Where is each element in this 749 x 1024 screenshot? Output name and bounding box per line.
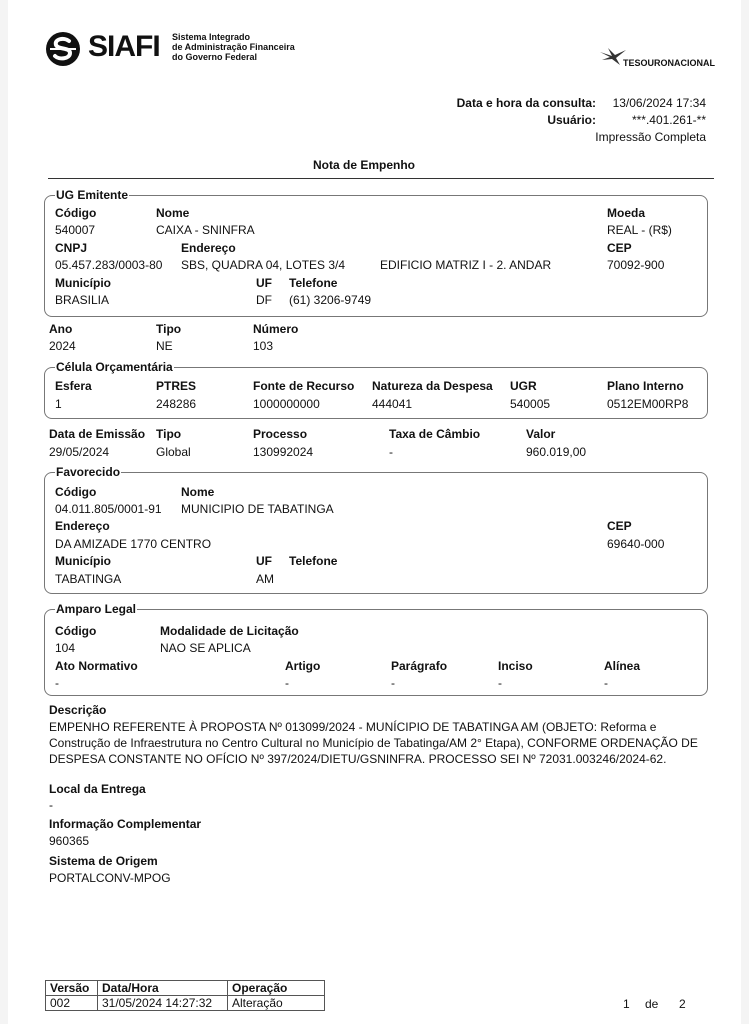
natureza-value: 444041 — [372, 397, 413, 411]
data-emissao-label: Data de Emissão — [49, 427, 146, 441]
ato-normativo-value: - — [55, 676, 59, 690]
tipo-value: NE — [156, 339, 173, 353]
amparo-codigo-label: Código — [55, 624, 97, 638]
ug-municipio-label: Município — [55, 276, 111, 290]
favorecido-box — [44, 472, 708, 594]
natureza-label: Natureza da Despesa — [372, 379, 493, 393]
usuario-value: ***.401.261-** — [631, 113, 706, 127]
ug-nome: CAIXA - SNINFRA — [156, 223, 255, 237]
fav-uf-label: UF — [256, 554, 272, 568]
amparo-legal-box — [44, 609, 708, 696]
ug-endereco-1: SBS, QUADRA 04, LOTES 3/4 — [181, 258, 346, 272]
taxa-cambio-value: - — [389, 445, 393, 459]
history-operacao: Alteração — [228, 996, 325, 1011]
title-rule — [48, 178, 714, 179]
inciso-value: - — [498, 676, 502, 690]
descricao-label: Descrição — [49, 703, 107, 717]
modalidade-value: NAO SE APLICA — [160, 641, 251, 655]
ano-value: 2024 — [49, 339, 76, 353]
emissao-tipo-value: Global — [156, 445, 191, 459]
fav-endereco-label: Endereço — [55, 519, 110, 533]
document-page — [8, 0, 741, 1024]
page-current: 1 — [623, 997, 630, 1011]
numero-value: 103 — [253, 339, 274, 353]
impressao-label: Impressão Completa — [595, 130, 706, 144]
fav-cep: 69640-000 — [607, 537, 665, 551]
history-header-operacao: Operação — [228, 981, 325, 996]
celula-orcamentaria-box — [44, 367, 708, 419]
amparo-legend: Amparo Legal — [56, 602, 137, 616]
ug-cnpj: 05.457.283/0003-80 — [55, 258, 163, 272]
local-entrega-label: Local da Entrega — [49, 782, 146, 796]
fav-codigo: 04.011.805/0001-91 — [55, 502, 162, 516]
info-complementar-label: Informação Complementar — [49, 817, 202, 831]
history-versao: 002 — [46, 996, 98, 1011]
plano-value: 0512EM00RP8 — [607, 397, 689, 411]
fav-endereco: DA AMIZADE 1770 CENTRO — [55, 537, 212, 551]
fav-codigo-label: Código — [55, 485, 97, 499]
consulta-label: Data e hora da consulta: — [456, 96, 596, 110]
paragrafo-value: - — [391, 676, 395, 690]
ug-codigo-label: Código — [55, 206, 97, 220]
ug-moeda: REAL - (R$) — [607, 223, 672, 237]
ano-label: Ano — [49, 322, 73, 336]
fonte-label: Fonte de Recurso — [253, 379, 355, 393]
ug-codigo: 540007 — [55, 223, 96, 237]
local-entrega-value: - — [49, 798, 53, 812]
data-emissao-value: 29/05/2024 — [49, 445, 110, 459]
consulta-value: 13/06/2024 17:34 — [612, 96, 706, 110]
siafi-logo-text: SIAFI — [88, 30, 160, 63]
fav-nome: MUNICIPIO DE TABATINGA — [181, 502, 334, 516]
celula-legend: Célula Orçamentária — [56, 360, 173, 374]
ug-emitente-legend: UG Emitente — [56, 188, 129, 202]
processo-value: 130992024 — [253, 445, 314, 459]
fav-municipio-label: Município — [55, 554, 111, 568]
ptres-label: PTRES — [156, 379, 197, 393]
favorecido-legend: Favorecido — [56, 465, 121, 479]
inciso-label: Inciso — [498, 659, 533, 673]
usuario-label: Usuário: — [547, 113, 596, 127]
tipo-label: Tipo — [156, 322, 182, 336]
ug-cep-label: CEP — [607, 241, 632, 255]
ug-endereco-label: Endereço — [181, 241, 236, 255]
processo-label: Processo — [253, 427, 308, 441]
siafi-subtitle: Sistema Integrado de Administração Financeira do Governo Federal — [172, 32, 295, 62]
ato-normativo-label: Ato Normativo — [55, 659, 138, 673]
siafi-logo-icon — [44, 30, 82, 68]
ug-uf: DF — [256, 293, 272, 307]
descricao-text: EMPENHO REFERENTE À PROPOSTA Nº 013099/2024 - MUNÍCIPIO DE TABATINGA AM (OBJETO: Reforma e Construção de Infraestrutura no Centro Cultural no Município de Tabatinga/AM 2° Etapa), CONFORME ORDENAÇÃO DE DESPESA CONSTANTE NO OFÍCIO Nº 397/2024/DIETU/GSNINFRA. PROCESSO SEI Nº 72031.003246/2024-62. — [49, 720, 698, 766]
amparo-codigo: 104 — [55, 641, 76, 655]
ug-municipio: BRASILIA — [55, 293, 110, 307]
ptres-value: 248286 — [156, 397, 197, 411]
sistema-origem-value: PORTALCONV-MPOG — [49, 871, 171, 885]
alinea-label: Alínea — [604, 659, 641, 673]
fav-cep-label: CEP — [607, 519, 632, 533]
tesouro-nacional-logo: TESOURONACIONAL — [623, 58, 716, 68]
numero-label: Número — [253, 322, 299, 336]
ug-cnpj-label: CNPJ — [55, 241, 88, 255]
modalidade-label: Modalidade de Licitação — [160, 624, 299, 638]
history-row — [46, 996, 325, 1011]
taxa-cambio-label: Taxa de Câmbio — [389, 427, 481, 441]
plano-label: Plano Interno — [607, 379, 684, 393]
emissao-tipo-label: Tipo — [156, 427, 182, 441]
fav-municipio: TABATINGA — [55, 572, 122, 586]
page-separator: de — [645, 997, 659, 1011]
ug-telefone-label: Telefone — [289, 276, 338, 290]
alinea-value: - — [604, 676, 608, 690]
ug-moeda-label: Moeda — [607, 206, 646, 220]
ugr-value: 540005 — [510, 397, 551, 411]
history-datahora: 31/05/2024 14:27:32 — [98, 996, 228, 1011]
history-header-datahora: Data/Hora — [98, 981, 228, 996]
page-total: 2 — [679, 997, 686, 1011]
sistema-origem-label: Sistema de Origem — [49, 854, 158, 868]
fav-uf: AM — [256, 572, 274, 586]
artigo-label: Artigo — [285, 659, 321, 673]
fonte-value: 1000000000 — [253, 397, 320, 411]
ug-telefone: (61) 3206-9749 — [289, 293, 372, 307]
document-title: Nota de Empenho — [313, 158, 416, 172]
ugr-label: UGR — [510, 379, 537, 393]
fav-telefone-label: Telefone — [289, 554, 338, 568]
valor-label: Valor — [526, 427, 556, 441]
info-complementar-value: 960365 — [49, 834, 90, 848]
ug-cep: 70092-900 — [607, 258, 665, 272]
history-header-row — [46, 981, 325, 996]
esfera-label: Esfera — [55, 379, 92, 393]
paragrafo-label: Parágrafo — [391, 659, 448, 673]
history-header-versao: Versão — [46, 981, 98, 996]
artigo-value: - — [285, 676, 289, 690]
ug-uf-label: UF — [256, 276, 272, 290]
history-table — [45, 980, 325, 1011]
valor-value: 960.019,00 — [526, 445, 587, 459]
ug-endereco-2: EDIFICIO MATRIZ I - 2. ANDAR — [380, 258, 552, 272]
esfera-value: 1 — [55, 397, 62, 411]
fav-nome-label: Nome — [181, 485, 215, 499]
ug-nome-label: Nome — [156, 206, 190, 220]
